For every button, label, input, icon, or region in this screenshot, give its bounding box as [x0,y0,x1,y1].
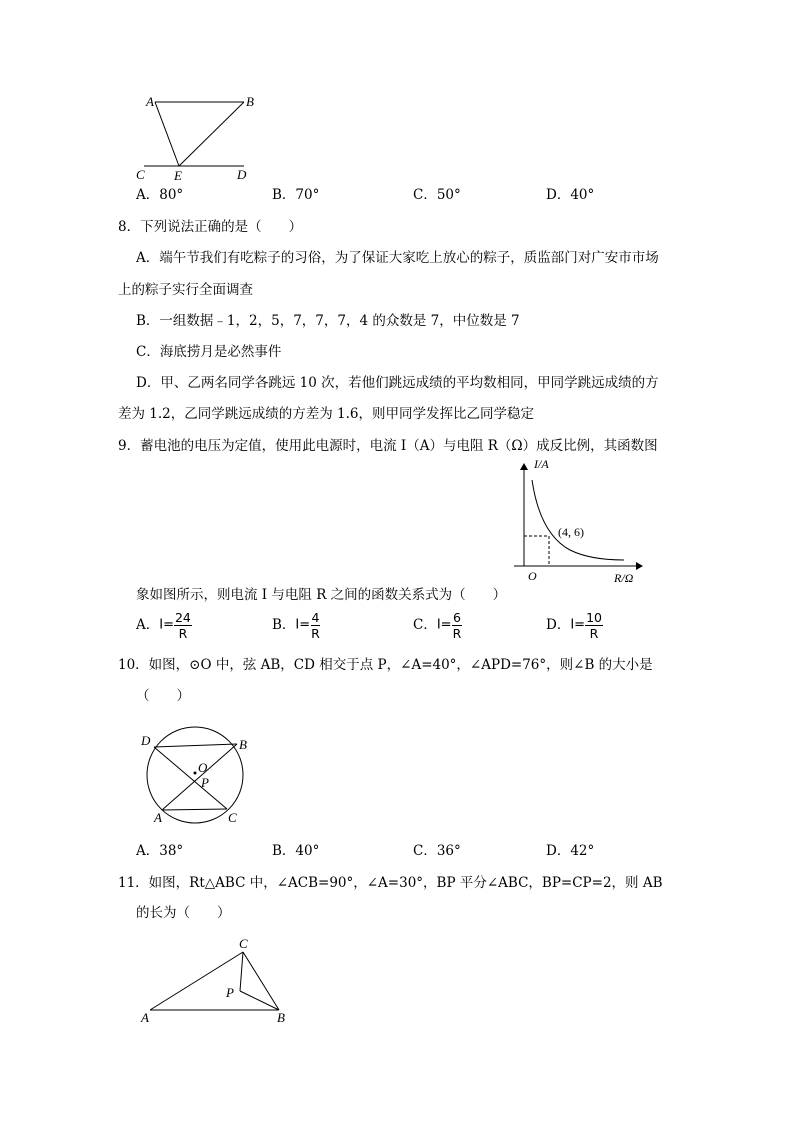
q11-stem-line2: 的长为（ ） [136,905,231,921]
q10-option-b: B．40° [272,843,320,859]
q9-stem-line2: 象如图所示，则电流 I 与电阻 R 之间的函数关系式为（ ） [136,587,507,603]
q9-option-b-lhs: I= [295,617,311,633]
q10-chord-AB [162,744,237,810]
q9-option-a-lhs: I= [159,617,174,633]
q8-stem: 8．下列说法正确的是（ ） [118,219,303,235]
q9-point-label: (4, 6) [558,525,584,539]
q10-label-C: C [228,810,237,825]
q9-y-axis-label: I/A [534,457,549,471]
q11-label-P: P [226,985,234,1000]
q9-option-d-denominator: R [589,626,599,641]
q9-stem-line1: 9．蓄电池的电压为定值，使用此电源时，电流 I（A）与电阻 R（Ω）成反比例，其函数图 [118,438,658,454]
label-C: C [136,167,145,182]
q10-center-dot [194,772,197,775]
q9-option-b-fraction [310,610,321,641]
q10-chord-DC [154,747,227,809]
q9-option-d-fraction [585,610,603,641]
q11-label-A: A [141,1010,149,1024]
q8-option-a-line2: 上的粽子实行全面调查 [118,282,253,298]
q7-option-b: B．70° [272,187,320,203]
q9-x-axis-label: R/Ω [614,571,634,585]
q11-figure [136,934,296,1024]
q9-option-c-denominator: R [452,626,462,641]
q9-option-c [413,610,462,641]
q10-chord-DB [154,744,237,747]
q9-option-d [546,610,603,641]
q8-option-d-line2: 差为 1.2，乙同学跳远成绩的方差为 1.6，则甲同学发挥比乙同学稳定 [118,406,535,422]
q10-stem-line1: 10．如图，⊙O 中，弦 AB，CD 相交于点 P，∠A=40°，∠APD=76°，则∠B 的大小是 [118,657,653,673]
q9-option-d-lhs: I= [570,617,586,633]
q10-chord-AC [162,809,227,810]
q11-side-AC [150,952,243,1010]
q9-option-b-numerator: 4 [311,610,320,625]
q9-option-c-lhs: I= [436,617,452,633]
q9-option-a [136,610,192,641]
q9-option-a-numerator: 24 [174,610,191,625]
q10-figure [130,726,260,828]
q11-stem-line1: 11．如图，Rt△ABC 中，∠ACB=90°，∠A=30°，BP 平分∠ABC，BP=CP=2，则 AB [118,875,663,891]
q7-option-d: D．40° [546,187,595,203]
q10-label-B: B [239,737,247,752]
q11-label-C: C [239,936,248,951]
q8-option-c: C．海底捞月是必然事件 [136,344,282,360]
q9-graph [510,456,650,586]
q11-label-B: B [277,1010,285,1024]
q9-option-a-fraction [174,610,192,641]
q9-option-c-letter: C． [413,617,437,633]
label-A: A [146,94,154,109]
q10-option-a: A．38° [136,843,184,859]
q8-option-d-line1: D．甲、乙两名同学各跳远 10 次，若他们跳远成绩的平均数相同，甲同学跳远成绩的方 [136,375,659,391]
q11-segment-CP [240,952,243,991]
q9-option-b [272,610,321,641]
q8-option-a-line1: A．端午节我们有吃粽子的习俗，为了保证大家吃上放心的粽子，质监部门对广安市市场 [136,250,659,266]
segment-AE [155,102,179,166]
q10-stem-line2: （ ） [136,688,190,704]
q9-origin-label: O [528,569,537,583]
q10-option-c: C．36° [413,843,461,859]
q9-option-b-denominator: R [311,626,320,641]
segment-BE [179,102,244,166]
q8-option-b: B．一组数据﹣1，2，5，7，7，7，4 的众数是 7，中位数是 7 [136,313,520,329]
q9-option-d-letter: D． [546,617,571,633]
q10-option-d: D．42° [546,843,595,859]
q9-option-c-fraction [452,610,463,641]
q10-circle [147,727,243,823]
q10-label-A: A [154,810,162,825]
q9-option-c-numerator: 6 [452,610,461,625]
q9-option-a-denominator: R [178,626,188,641]
q9-hyperbola-curve [532,480,624,560]
q7-option-c: C．50° [413,187,461,203]
q7-figure [130,88,270,183]
q10-label-O: O [198,760,208,775]
q10-label-P: P [201,775,209,790]
label-E: E [174,168,182,183]
label-D: D [237,167,247,182]
q9-option-a-letter: A． [136,617,160,633]
q7-option-a: A．80° [136,187,184,203]
q9-option-d-numerator: 10 [586,610,602,625]
label-B: B [246,94,254,109]
q9-option-b-letter: B． [272,617,296,633]
q10-label-D: D [141,733,151,748]
